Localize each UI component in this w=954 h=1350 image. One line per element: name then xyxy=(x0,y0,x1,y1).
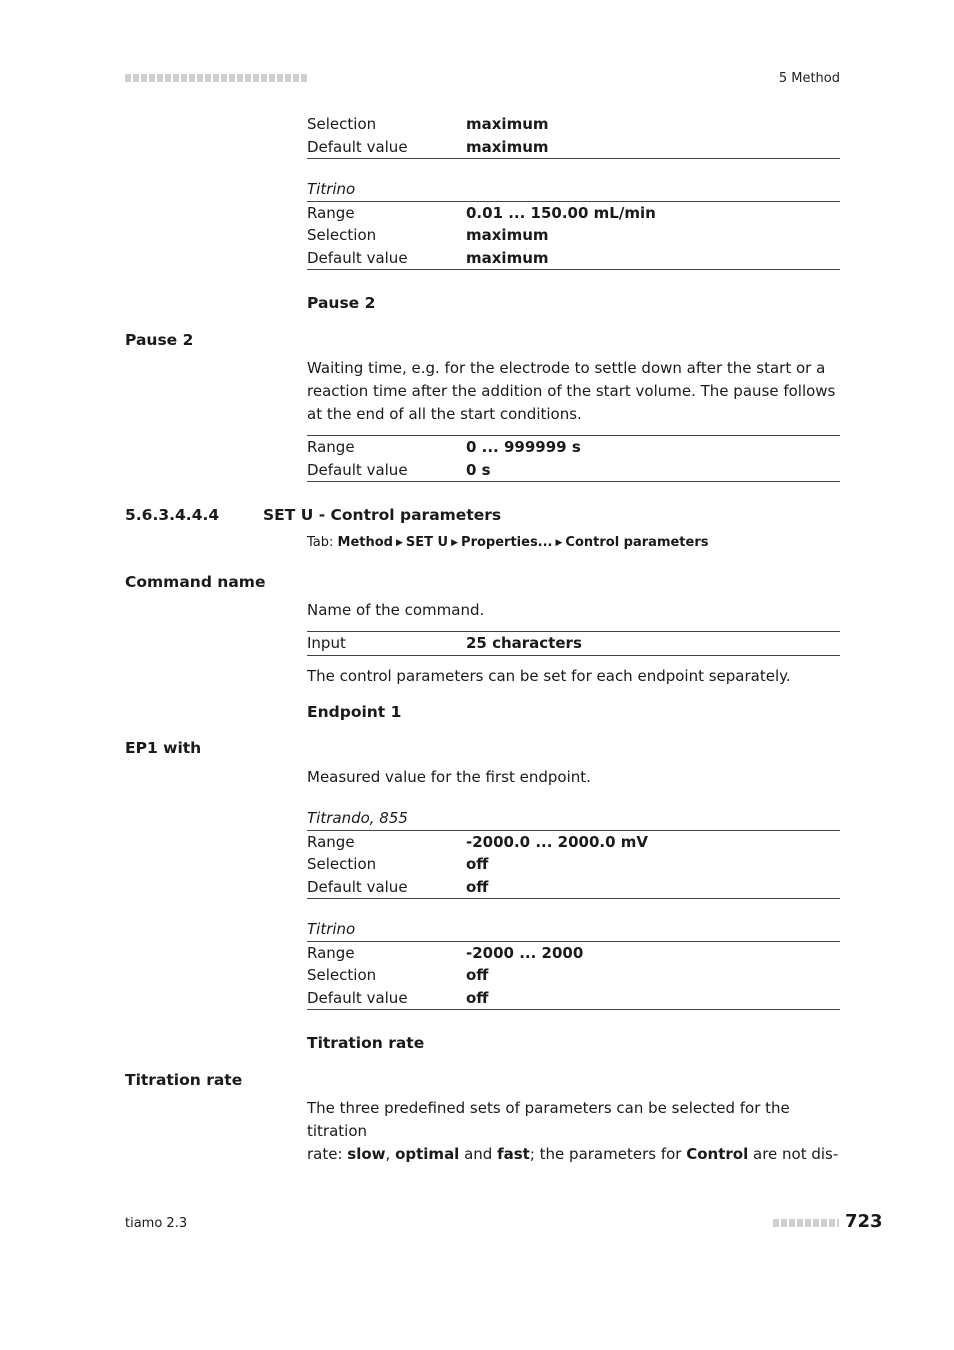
breadcrumb-item: Properties... xyxy=(461,535,553,550)
table-row xyxy=(307,876,840,899)
breadcrumb-item: Method xyxy=(337,535,393,550)
breadcrumb-item: Control parameters xyxy=(565,535,709,550)
side-label-pause2: Pause 2 xyxy=(125,331,194,349)
table-row xyxy=(307,247,840,270)
row-key: Selection xyxy=(307,855,377,873)
table-rule xyxy=(307,898,840,899)
titration-rate-line1: The three predefined sets of parameters can be selected for the titration xyxy=(307,1099,790,1140)
row-value: off xyxy=(466,877,489,896)
table-rule xyxy=(307,158,840,159)
side-label-titration-rate: Titration rate xyxy=(125,1071,243,1089)
table-rule xyxy=(307,481,840,482)
table-rule xyxy=(307,655,840,656)
table-row xyxy=(307,964,840,987)
footer-product: tiamo 2.3 xyxy=(125,1216,188,1231)
row-value: off xyxy=(466,966,489,984)
row-key: Default value xyxy=(307,988,408,1007)
row-key: Default value xyxy=(307,877,408,896)
pause2-description: Waiting time, e.g. for the electrode to settle down after the start or a reaction time after the addition of the start volume. The pause follows at the end of all the start conditions. xyxy=(307,359,836,423)
param-table-titrino-2 xyxy=(307,918,840,1010)
param-table-titrino-1 xyxy=(307,178,840,270)
row-value: off xyxy=(466,988,489,1007)
device-label: Titrando, 855 xyxy=(307,809,408,827)
row-key: Range xyxy=(307,203,355,222)
row-key: Range xyxy=(307,943,355,962)
param-table-command-name xyxy=(307,631,840,656)
subheading-titration-rate: Titration rate xyxy=(307,1034,425,1052)
side-label-command-name: Command name xyxy=(125,573,266,591)
triangle-right-icon: ▶ xyxy=(396,538,403,548)
table-row xyxy=(307,942,840,965)
table-row xyxy=(307,224,840,247)
tab-breadcrumb xyxy=(307,535,840,550)
breadcrumb-item: SET U xyxy=(405,535,449,550)
row-value: 0 s xyxy=(466,460,491,479)
row-value: maximum xyxy=(466,248,549,267)
param-table-1 xyxy=(307,113,840,159)
page-number: 723 xyxy=(845,1211,883,1232)
row-key: Default value xyxy=(307,460,408,479)
row-key: Input xyxy=(307,634,346,652)
command-name-note: The control parameters can be set for each endpoint separately. xyxy=(307,667,791,685)
row-key: Default value xyxy=(307,137,408,156)
row-key: Range xyxy=(307,438,355,456)
row-value: 0.01 ... 150.00 mL/min xyxy=(466,203,656,222)
row-value: off xyxy=(466,855,489,873)
row-value: 0 ... 999999 s xyxy=(466,438,581,456)
ep1-description: Measured value for the first endpoint. xyxy=(307,768,591,786)
table-row xyxy=(307,459,840,482)
footer-decoration xyxy=(773,1219,839,1227)
triangle-right-icon: ▶ xyxy=(555,538,563,548)
header-decoration xyxy=(125,74,307,82)
row-key: Selection xyxy=(307,966,377,984)
table-row xyxy=(307,853,840,876)
running-header-section: 5 Method xyxy=(778,71,840,86)
command-name-description: Name of the command. xyxy=(307,601,485,619)
table-row xyxy=(307,987,840,1010)
row-value: -2000.0 ... 2000.0 mV xyxy=(466,832,648,851)
table-row xyxy=(307,436,840,459)
param-table-pause2 xyxy=(307,435,840,482)
row-key: Default value xyxy=(307,248,408,267)
table-rule xyxy=(307,269,840,270)
table-row xyxy=(307,202,840,225)
tab-prefix: Tab: xyxy=(307,535,334,550)
device-label: Titrino xyxy=(307,180,356,198)
row-value: maximum xyxy=(466,226,549,244)
titration-rate-description xyxy=(307,1097,840,1166)
subheading-endpoint1: Endpoint 1 xyxy=(307,703,402,721)
side-label-ep1: EP1 with xyxy=(125,739,202,757)
param-table-titrando xyxy=(307,807,840,899)
row-key: Selection xyxy=(307,115,377,133)
row-key: Selection xyxy=(307,226,377,244)
subheading-pause2: Pause 2 xyxy=(307,294,376,312)
table-row xyxy=(307,136,840,159)
section-title: SET U - Control parameters xyxy=(263,506,502,524)
table-row xyxy=(307,632,840,655)
row-key: Range xyxy=(307,832,355,851)
titration-rate-line2: rate: slow, optimal and fast; the parameters for Control are not dis- xyxy=(307,1145,839,1163)
table-row xyxy=(307,831,840,854)
row-value: maximum xyxy=(466,115,549,133)
section-number: 5.6.3.4.4.4 xyxy=(125,506,220,524)
row-value: 25 characters xyxy=(466,634,582,652)
row-value: maximum xyxy=(466,137,549,156)
triangle-right-icon: ▶ xyxy=(451,538,459,548)
table-row xyxy=(307,113,840,136)
table-rule xyxy=(307,1009,840,1010)
row-value: -2000 ... 2000 xyxy=(466,943,584,962)
device-label: Titrino xyxy=(307,920,356,938)
